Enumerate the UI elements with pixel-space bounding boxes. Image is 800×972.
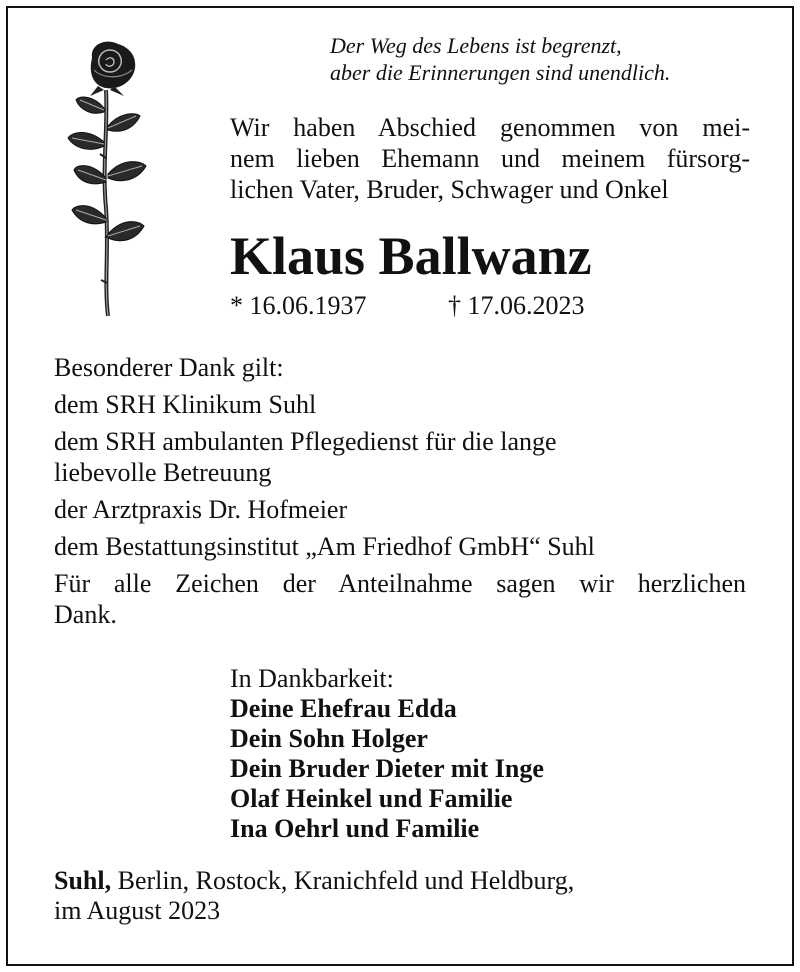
birth-date: * 16.06.1937 [230,291,367,320]
thanks-item: der Arztpraxis Dr. Hofmeier [54,495,348,524]
signature-name: Deine Ehefrau Edda [230,694,457,723]
signature-block [230,664,544,844]
intro-line: nem lieben Ehemann und meinem fürsorg- [230,144,750,173]
signature-name: Ina Oehrl und Familie [230,814,480,843]
signature-intro: In Dankbarkeit: [230,664,394,693]
signature-name: Dein Sohn Holger [230,724,428,753]
place-date [54,866,574,926]
place-main: Suhl, [54,866,112,895]
intro-text [230,112,750,205]
motto-line: aber die Erinnerungen sind unendlich. [330,60,671,85]
motto [330,32,750,86]
thanks-item: dem Bestattungsinstitut „Am Friedhof GmbH“ Suhl [54,532,595,561]
intro-line: Wir haben Abschied genommen von mei- [230,113,750,142]
death-date: † 17.06.2023 [448,291,585,320]
thanks-closing: Für alle Zeichen der Anteilnahme sagen wir herzlichen [54,569,746,598]
thanks-heading: Besonderer Dank gilt: [54,353,284,382]
notice-date: im August 2023 [54,896,221,925]
thanks-closing: Dank. [54,600,117,629]
thanks-item: liebevolle Betreuung [54,458,272,487]
signature-name: Dein Bruder Dieter mit Inge [230,754,544,783]
rose-icon [62,38,152,320]
life-dates [230,290,585,322]
signature-name: Olaf Heinkel und Familie [230,784,513,813]
thanks-item: dem SRH ambulanten Pflegedienst für die lange [54,427,557,456]
place-rest: Berlin, Rostock, Kranichfeld und Heldburg, [111,866,575,895]
thanks-section [54,352,746,630]
motto-line: Der Weg des Lebens ist begrenzt, [330,33,622,58]
thanks-item: dem SRH Klinikum Suhl [54,390,317,419]
intro-line: lichen Vater, Bruder, Schwager und Onkel [230,175,669,204]
deceased-name: Klaus Ballwanz [230,226,592,286]
